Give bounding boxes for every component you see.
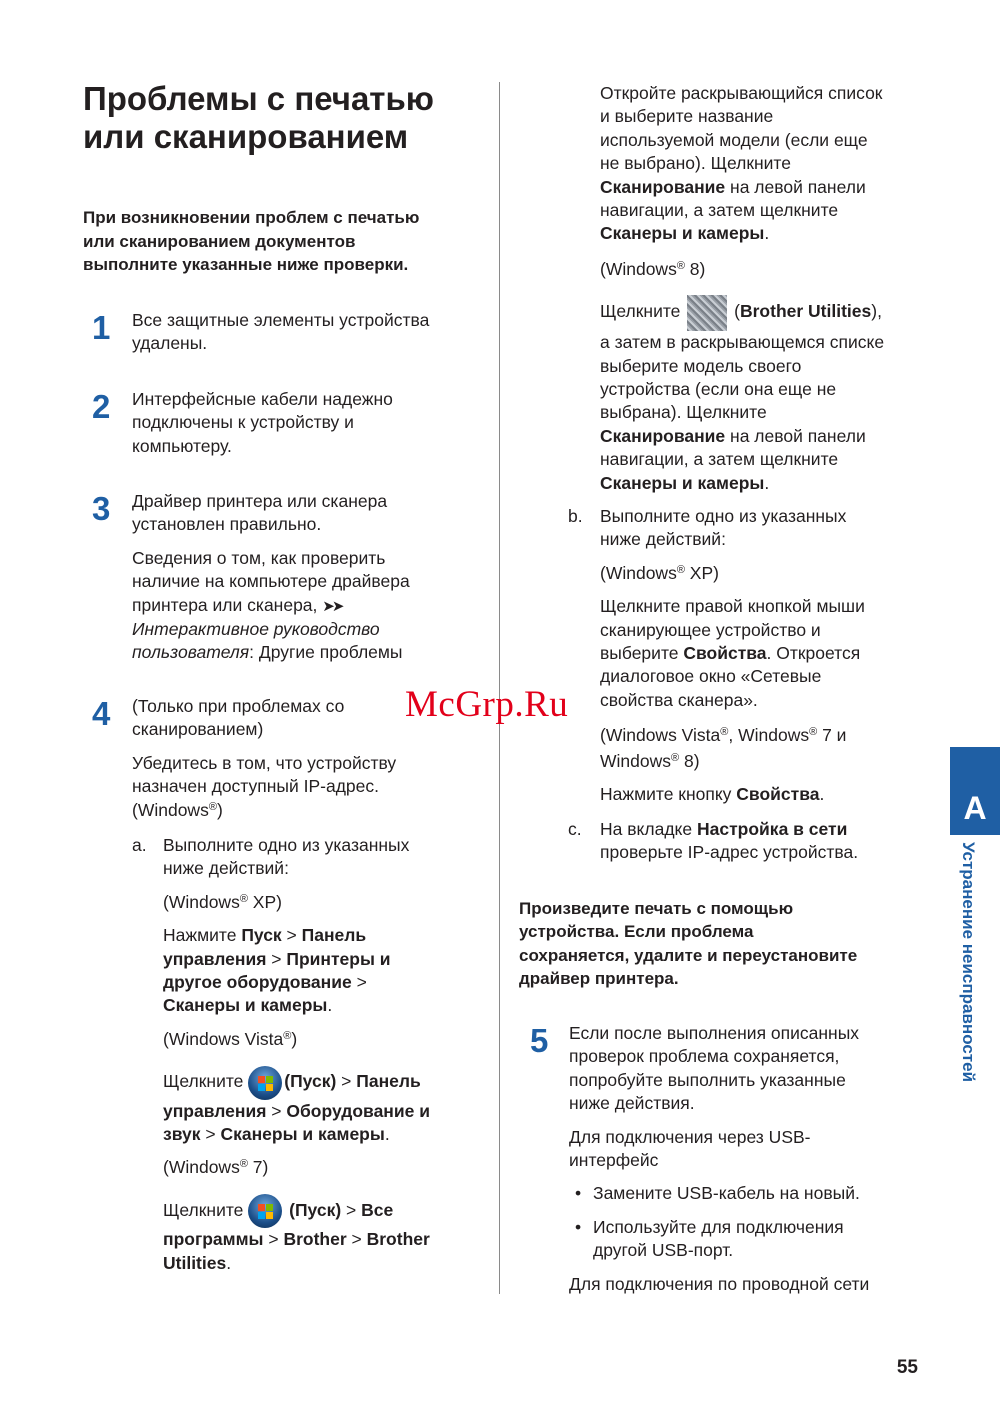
text-line (163, 994, 493, 1017)
text-line: попробуйте выполнить указанные (569, 1069, 846, 1090)
text-line: устройства. Если проблема (519, 922, 754, 942)
text-line: назначен доступный IP-адрес. (132, 776, 380, 797)
bullet-item (569, 1216, 909, 1239)
ui-term: Панель (356, 1071, 421, 1092)
text-span: . Откроется (766, 643, 861, 664)
ui-term: управления (163, 1100, 267, 1121)
text-line (132, 594, 492, 618)
text-line (163, 948, 493, 971)
text-span: на левой панели (725, 176, 866, 197)
chapter-tab-letter: A (963, 790, 987, 826)
ui-term: Пуск (241, 925, 282, 946)
chapter-tab-label (958, 842, 992, 1132)
text-line: драйвер принтера. (519, 969, 679, 989)
text-span: . (764, 223, 770, 244)
intro-line: При возникновении проблем с печатью (83, 208, 420, 227)
registered-mark: ® (676, 259, 685, 272)
intro-line: или сканированием документов (83, 231, 356, 251)
text-span: на левой панели (725, 425, 866, 446)
text-span: (Windows (132, 799, 209, 820)
ui-term: Свойства (683, 643, 767, 664)
text-span: (Windows (163, 1157, 240, 1178)
text-line: установлен правильно. (132, 514, 322, 535)
text-line (600, 750, 930, 773)
text-line (600, 472, 930, 495)
sub-c-letter: c. (568, 819, 582, 839)
text-line: Все защитные элементы устройства (132, 310, 430, 330)
text-span: 7) (247, 1157, 269, 1178)
registered-mark: ® (283, 1029, 292, 1042)
registered-mark: ® (239, 892, 248, 905)
ui-term: Utilities (163, 1252, 227, 1273)
windows-start-icon (248, 1194, 282, 1228)
text-line: ниже действий: (163, 858, 289, 879)
text-line (600, 291, 930, 331)
text-line: проверьте IP-адрес устройства. (600, 842, 859, 863)
title-line-1: Проблемы с печатью (83, 80, 434, 117)
brother-utilities-icon (687, 295, 727, 331)
step-1-text (132, 309, 492, 356)
text-line: Выполните одно из указанных (600, 506, 847, 526)
right-column-a-continued (600, 82, 930, 495)
windows-start-icon (248, 1066, 282, 1100)
text-line: сканированием) (132, 719, 264, 740)
text-span: > (263, 1229, 284, 1250)
text-line: Произведите печать с помощью (519, 899, 794, 918)
text-line: сохраняется, удалите и переустановите (519, 945, 858, 965)
text-span: > (341, 1199, 362, 1220)
text-line (163, 1063, 493, 1099)
text-span: > (281, 925, 302, 946)
text-span: выберите (600, 643, 684, 664)
step-number-1: 1 (92, 309, 111, 346)
text-span: (Windows Vista (600, 725, 721, 746)
text-line: и выберите название (600, 106, 774, 127)
text-line: используемой модели (если еще (600, 129, 868, 150)
text-line: Сведения о том, как проверить (132, 547, 386, 568)
text-span: Нажмите кнопку (600, 784, 737, 805)
text-span: , Windows (728, 725, 810, 746)
title-line-2: или сканированием (83, 118, 409, 155)
text-line: устройства (если она еще не (600, 379, 837, 400)
ui-term: (Пуск) (289, 1199, 342, 1220)
text-line (600, 818, 930, 841)
text-span: принтера или сканера, (132, 594, 318, 615)
sub-c-text (600, 818, 930, 865)
text-span: На вкладке (600, 819, 697, 839)
bullet-dot: • (575, 1216, 582, 1237)
text-line (163, 971, 493, 994)
text-span: ( (734, 301, 740, 322)
sub-b-letter: b. (568, 506, 583, 526)
ui-term: управления (163, 948, 267, 969)
text-line: сканирующее устройство и (600, 619, 821, 640)
text-line: другой USB-порт. (593, 1240, 734, 1261)
text-line (600, 222, 930, 245)
registered-mark: ® (809, 726, 818, 739)
text-line: проверок проблема сохраняется, (569, 1046, 840, 1067)
page-title (83, 80, 483, 156)
ui-term: Панель (301, 925, 367, 946)
text-line (600, 642, 930, 665)
text-line: интерфейс (569, 1150, 659, 1171)
text-line: ниже действий: (600, 529, 726, 550)
intro-text (83, 206, 483, 277)
text-line: не выбрано). Щелкните (600, 153, 791, 174)
watermark: McGrp.Ru (405, 684, 569, 725)
text-span: Замените USB-кабель на новый. (593, 1183, 860, 1204)
registered-mark: ® (208, 800, 217, 813)
ui-term: Все (361, 1199, 394, 1220)
text-line: наличие на компьютере драйвера (132, 571, 410, 592)
manual-reference-link: пользователя (132, 642, 250, 663)
text-span: XP) (684, 562, 719, 583)
text-line (163, 891, 493, 914)
text-line (600, 425, 930, 448)
ui-term: Сканеры и камеры (220, 1124, 385, 1145)
ui-term: Принтеры и (286, 948, 391, 969)
text-line: выбрана). Щелкните (600, 402, 767, 423)
text-line (600, 562, 930, 585)
ui-term: Brother Utilities (739, 301, 872, 322)
text-line: выберите модель своего (600, 355, 802, 376)
ui-term: программы (163, 1229, 264, 1250)
text-span: Используйте для подключения (593, 1216, 844, 1237)
ui-term: Сканирование (600, 425, 726, 446)
text-span: (Windows (600, 258, 677, 279)
text-line (163, 1156, 493, 1179)
text-line (600, 176, 930, 199)
text-line: навигации, а затем щелкните (600, 200, 839, 221)
text-span: ), (871, 301, 882, 322)
text-span: ) (291, 1028, 298, 1049)
text-line (132, 641, 492, 664)
step-number-4: 4 (92, 695, 111, 732)
text-line: Выполните одно из указанных (163, 835, 410, 855)
registered-mark: ® (720, 726, 729, 739)
ui-term: Свойства (736, 784, 820, 805)
text-span: 8) (684, 258, 706, 279)
text-span: Нажмите (163, 925, 242, 946)
text-span: > (266, 1100, 287, 1121)
text-line: Интерфейсные кабели надежно (132, 389, 393, 409)
double-arrow-icon: ➤➤ (322, 597, 342, 615)
text-line: диалоговое окно «Сетевые (600, 666, 822, 687)
page-number: 55 (896, 1357, 918, 1378)
text-line: а затем в раскрывающемся списке (600, 332, 885, 353)
text-span: Windows (600, 750, 671, 771)
bullet-item (569, 1182, 909, 1205)
ui-term: Сканеры и камеры (600, 223, 765, 244)
text-line (163, 1100, 493, 1123)
text-line (163, 924, 493, 947)
sub-b-text (600, 505, 930, 806)
ui-term: Сканеры и камеры (600, 472, 765, 493)
text-span: > (266, 948, 287, 969)
text-line: Убедитесь в том, что устройству (132, 752, 397, 773)
bullet-dot: • (575, 1183, 582, 1204)
text-line: Для подключения через USB- (569, 1126, 811, 1147)
text-line: Если после выполнения описанных (569, 1023, 860, 1043)
text-line (163, 1028, 493, 1051)
reinstall-driver-note (519, 897, 939, 991)
text-span: > (346, 1229, 367, 1250)
text-span: ) (216, 799, 223, 820)
text-line: удалены. (132, 333, 208, 354)
text-line: подключены к устройству и (132, 412, 354, 433)
text-span: . (819, 784, 825, 805)
text-span: . (764, 472, 770, 493)
text-line: свойства сканера». (600, 689, 758, 710)
ui-term: (Пуск) (284, 1071, 337, 1092)
ui-term: Сканирование (600, 176, 726, 197)
ui-term: Сканеры и камеры (163, 995, 328, 1016)
sub-a-text (163, 834, 493, 1275)
ui-term: звук (163, 1124, 201, 1145)
ui-term: другое оборудование (163, 972, 352, 993)
text-line (163, 1228, 493, 1251)
text-line: Откройте раскрывающийся список (600, 83, 883, 103)
text-span: . (226, 1252, 232, 1273)
text-line: компьютеру. (132, 435, 232, 456)
text-line (132, 799, 492, 822)
text-span: : Другие проблемы (249, 642, 403, 663)
text-span: . (384, 1124, 390, 1145)
text-line (163, 1252, 493, 1275)
step-number-5: 5 (530, 1022, 549, 1059)
ui-term: Оборудование и (286, 1100, 430, 1121)
text-line (600, 724, 930, 747)
ui-term: Brother (366, 1229, 430, 1250)
sub-a-letter: a. (132, 835, 147, 855)
chapter-label-text: Устранение неисправностей (959, 842, 978, 1083)
manual-reference-link: Интерактивное руководство (132, 619, 380, 640)
registered-mark: ® (239, 1158, 248, 1171)
text-line (600, 258, 930, 281)
text-span: 7 и (817, 725, 847, 746)
ui-term: Настройка в сети (697, 819, 848, 839)
step-number-2: 2 (92, 388, 111, 425)
text-line: ниже действия. (569, 1093, 695, 1114)
text-span: . (327, 995, 333, 1016)
ui-term: Brother (283, 1229, 347, 1250)
text-line (163, 1123, 493, 1146)
registered-mark: ® (671, 751, 680, 764)
text-line: (Только при проблемах со (132, 696, 345, 716)
text-line (163, 1192, 493, 1228)
step-number-3: 3 (92, 490, 111, 527)
text-span: XP) (247, 891, 282, 912)
text-line: Щелкните правой кнопкой мыши (600, 596, 865, 617)
step-3-text (132, 490, 492, 665)
text-span: (Windows Vista (163, 1028, 284, 1049)
text-span: 8) (679, 750, 700, 771)
text-span: Щелкните (163, 1071, 249, 1092)
text-line (600, 783, 930, 806)
text-span: Щелкните (163, 1199, 249, 1220)
text-span: > (200, 1124, 221, 1145)
text-line: навигации, а затем щелкните (600, 449, 839, 470)
text-line: Драйвер принтера или сканера (132, 491, 388, 511)
text-line: Для подключения по проводной сети (569, 1273, 870, 1294)
text-span: > (351, 972, 367, 993)
text-span: (Windows (600, 562, 677, 583)
step-2-text (132, 388, 492, 458)
text-span: Щелкните (600, 301, 686, 322)
text-span: (Windows (163, 891, 240, 912)
text-span: > (336, 1071, 357, 1092)
step-5-text (569, 1022, 909, 1296)
intro-line: выполните указанные ниже проверки. (83, 255, 409, 274)
registered-mark: ® (676, 563, 685, 576)
